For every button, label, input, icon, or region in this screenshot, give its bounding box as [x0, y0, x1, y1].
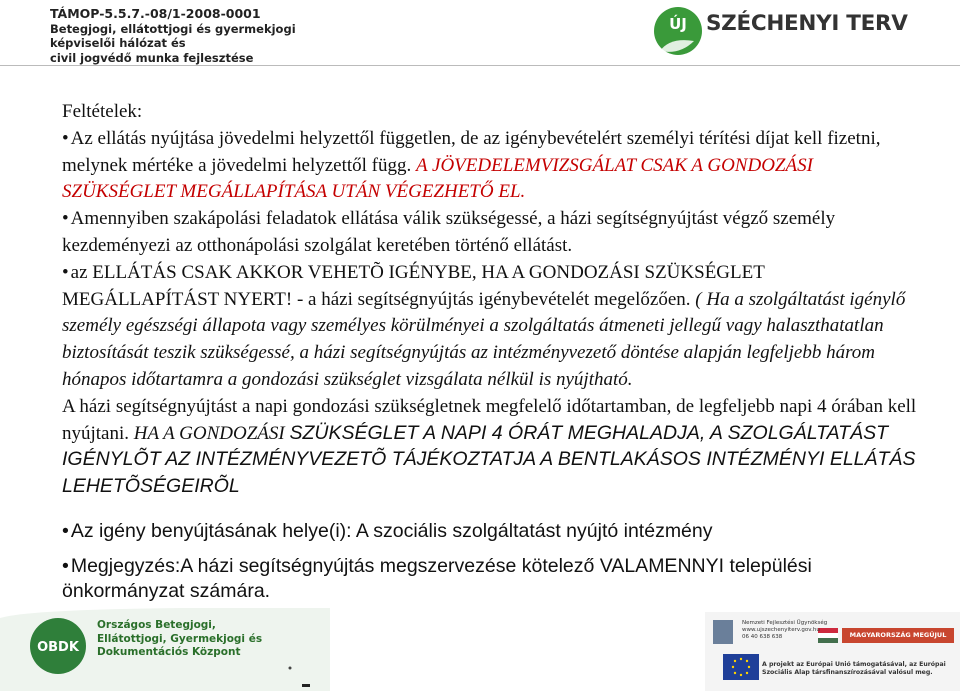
emphasis-serif: HA A GONDOZÁSI [133, 422, 290, 444]
condition-duration [62, 394, 922, 501]
submission-place [62, 519, 922, 544]
paragraph-text: Az igény benyújtásának helye(i): A szociális szolgáltatást nyújtó intézmény [70, 519, 713, 542]
paragraph-text: Megjegyzés:A házi segítségnyújtás megszervezése kötelező VALAMENNYI települési önkormányzat számára. [62, 554, 812, 602]
nfu-line: www.ujszechenyiterv.gov.hu [742, 627, 820, 633]
obdk-monogram: OBDK [37, 640, 79, 655]
obdk-line: Országos Betegjogi, [97, 619, 216, 631]
project-line: civil jogvédő munka fejlesztése [50, 50, 254, 65]
header-divider [0, 65, 960, 66]
paragraph-text: A házi segítségnyújtást a napi gondozási szükségletnek megfelelő időtartamban, de legfeljebb napi 4 órában kell nyújtani. [62, 395, 917, 444]
project-line: Betegjogi, ellátottjogi és gyermekjogi [50, 21, 296, 36]
condition-nursing [62, 206, 922, 260]
paragraph-text: az ELLÁTÁS CSAK AKKOR VEHETÕ IGÉNYBE, HA A GONDOZÁSI SZÜKSÉGLET MEGÁLLAPÍTÁST NYERT! - a házi segítségnyújtás igénybevételét megelőzően. [62, 261, 765, 310]
emphasis-text: A JÖVEDELEMVIZSGÁLAT CSAK A GONDOZÁSI SZÜKSÉGLET MEGÁLLAPÍTÁSA UTÁN VÉGEZHETŐ EL. [62, 154, 813, 203]
emphasis-sans: SZÜKSÉGLET A NAPI 4 ÓRÁT MEGHALADJA, A SZOLGÁLTATÁST IGÉNYLÕT AZ INTÉZMÉNYVEZETÕ TÁJÉKOZTATJA A BENTLAKÁSOS INTÉZMÉNYI ELLÁTÁS LEHETÕSÉGEIRÕL [62, 421, 916, 498]
project-code: TÁMOP-5.5.7.-08/1-2008-0001 [50, 6, 261, 21]
nfu-info [742, 620, 827, 641]
project-line: képviselői hálózat és [50, 36, 186, 51]
condition-need-assessment [62, 260, 922, 394]
nfu-line: Nemzeti Fejlesztési Ügynökség [742, 620, 828, 626]
bullet-icon: • [62, 554, 69, 577]
condition-income [62, 126, 922, 206]
italic-note: ( Ha a szolgáltatást igénylő személy egészségi állapota vagy személyes körülményei a szolgáltatás átmeneti jellegű vagy halaszthatatlan biztosítását teszik szükségessé, a házi segítségnyújtás az intézményvezető döntése alapján legfeljebb három hónapos időtartamra a gondozási szükséglet vizsgálata nélkül is nyújtható. [62, 288, 906, 390]
paragraph-text: Amennyiben szakápolási feladatok ellátása válik szükségessé, a házi segítségnyújtást végző személy kezdeményezi az otthonápolási szolgálat keretében történő ellátást. [62, 208, 836, 256]
obdk-line: Dokumentációs Központ [97, 646, 241, 658]
remark [62, 554, 922, 604]
bullet-icon: • [62, 127, 69, 149]
nfu-line: 06 40 638 638 [742, 634, 783, 640]
eu-funding-note: A projekt az Európai Unió támogatásával, az Európai Szociális Alap társfinanszírozásával valósul meg. [762, 661, 946, 676]
logo-badge: ÚJ [669, 15, 687, 33]
bullet-icon: • [62, 519, 69, 542]
section-heading: Feltételek: [62, 101, 143, 122]
project-header [50, 6, 296, 65]
bullet-icon: • [62, 208, 69, 230]
paragraph-text: Az ellátás nyújtása jövedelmi helyzettől független, de az igénybevételért személyi térítési díjat kell fizetni, melynek mértéke a jövedelmi helyzettől függ. [62, 127, 881, 176]
slide-content [62, 99, 922, 604]
logo-text: SZÉCHENYI TERV [706, 11, 908, 36]
nfu-emblem-icon [713, 620, 733, 644]
obdk-line: Ellátottjogi, Gyermekjogi és [97, 632, 263, 645]
bullet-icon: • [62, 261, 69, 283]
magyarorszag-megujul-badge: MAGYARORSZÁG MEGÚJUL [842, 628, 954, 643]
obdk-name [97, 619, 262, 660]
